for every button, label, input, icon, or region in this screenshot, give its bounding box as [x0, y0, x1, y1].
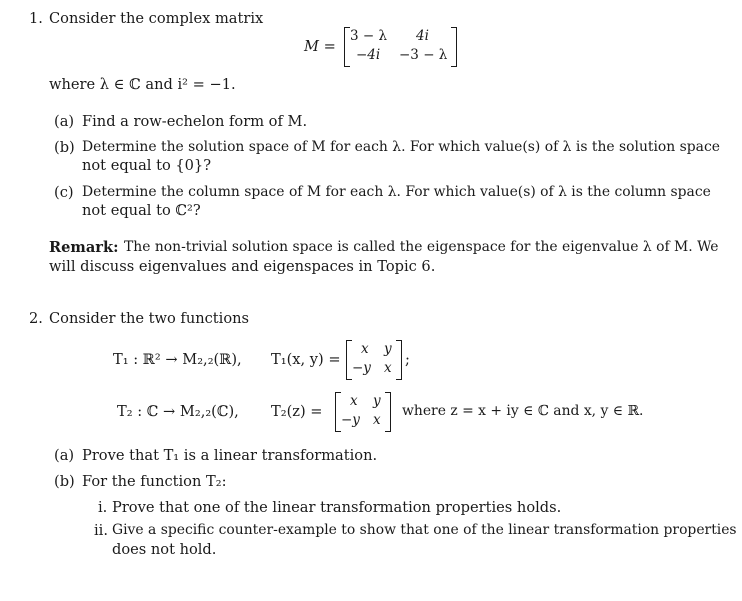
- problem1-part-a-label: (a): [54, 113, 75, 130]
- t1-semicolon: ;: [405, 351, 410, 368]
- problem1-intro: Consider the complex matrix: [49, 10, 264, 27]
- subpart-i-label: i.: [98, 499, 108, 516]
- right-bracket: [451, 27, 457, 67]
- problem2-part-b-text: For the function T₂:: [82, 473, 227, 490]
- subpart-ii-line2: does not hold.: [112, 541, 217, 558]
- t1-cell-a22: x: [384, 360, 392, 376]
- matrix-m: [344, 27, 457, 67]
- t1-cell-a11: x: [361, 341, 369, 357]
- t2-lhs: T₂(z) =: [271, 403, 323, 420]
- problem1-part-b-label: (b): [54, 139, 75, 156]
- right-bracket: [385, 392, 391, 432]
- t2-cell-a12: y: [373, 393, 381, 409]
- remark-label: Remark:: [49, 239, 119, 256]
- problem1-part-c-label: (c): [54, 184, 74, 201]
- problem2-part-b-label: (b): [54, 473, 75, 490]
- problem1-part-c-line1: Determine the column space of M for each λ. For which value(s) of λ is the column space: [82, 184, 711, 200]
- remark-line2: will discuss eigenvalues and eigenspaces in Topic 6.: [49, 258, 436, 275]
- t2-definition: T₂ : ℂ → M₂,₂(ℂ),: [117, 403, 239, 420]
- problem1-number: 1.: [29, 10, 43, 27]
- problem1-part-b-line1: Determine the solution space of M for each λ. For which value(s) of λ is the solution space: [82, 139, 720, 155]
- t1-cell-a12: y: [384, 341, 392, 357]
- t2-cell-a22: x: [373, 412, 381, 428]
- subpart-ii-label: ii.: [94, 522, 108, 539]
- t2-matrix: [335, 392, 391, 432]
- problem1-part-a-text: Find a row-echelon form of M.: [82, 113, 308, 130]
- t1-matrix: [346, 340, 402, 380]
- matrix-cell-a21: −4i: [356, 47, 381, 63]
- t2-where: where z = x + iy ∈ ℂ and x, y ∈ ℝ.: [402, 403, 644, 419]
- problem2-intro: Consider the two functions: [49, 310, 250, 327]
- problem1-where: where λ ∈ ℂ and i² = −1.: [49, 76, 236, 93]
- t2-cell-a11: x: [350, 393, 358, 409]
- matrix-label: M =: [304, 38, 336, 55]
- problem1-part-c-line2: not equal to ℂ²?: [82, 202, 201, 219]
- t1-cell-a21: −y: [352, 360, 371, 376]
- subpart-ii-line1: Give a specific counter-example to show that one of the linear transformation properties: [112, 522, 737, 538]
- problem2-part-a-label: (a): [54, 447, 75, 464]
- t1-definition: T₁ : ℝ² → M₂,₂(ℝ),: [113, 351, 242, 368]
- subpart-i-text: Prove that one of the linear transformation properties holds.: [112, 499, 562, 516]
- problem2-number: 2.: [29, 310, 43, 327]
- t1-lhs: T₁(x, y) =: [271, 351, 341, 368]
- right-bracket: [396, 340, 402, 380]
- t2-cell-a21: −y: [341, 412, 360, 428]
- matrix-cell-a11: 3 − λ: [350, 28, 388, 44]
- problem2-part-a-text: Prove that T₁ is a linear transformation.: [82, 447, 378, 464]
- problem1-part-b-line2: not equal to {0}?: [82, 157, 212, 174]
- remark-line1: The non-trivial solution space is called the eigenspace for the eigenvalue λ of M. We: [124, 239, 719, 255]
- matrix-cell-a22: −3 − λ: [399, 47, 448, 63]
- matrix-cell-a12: 4i: [416, 28, 429, 44]
